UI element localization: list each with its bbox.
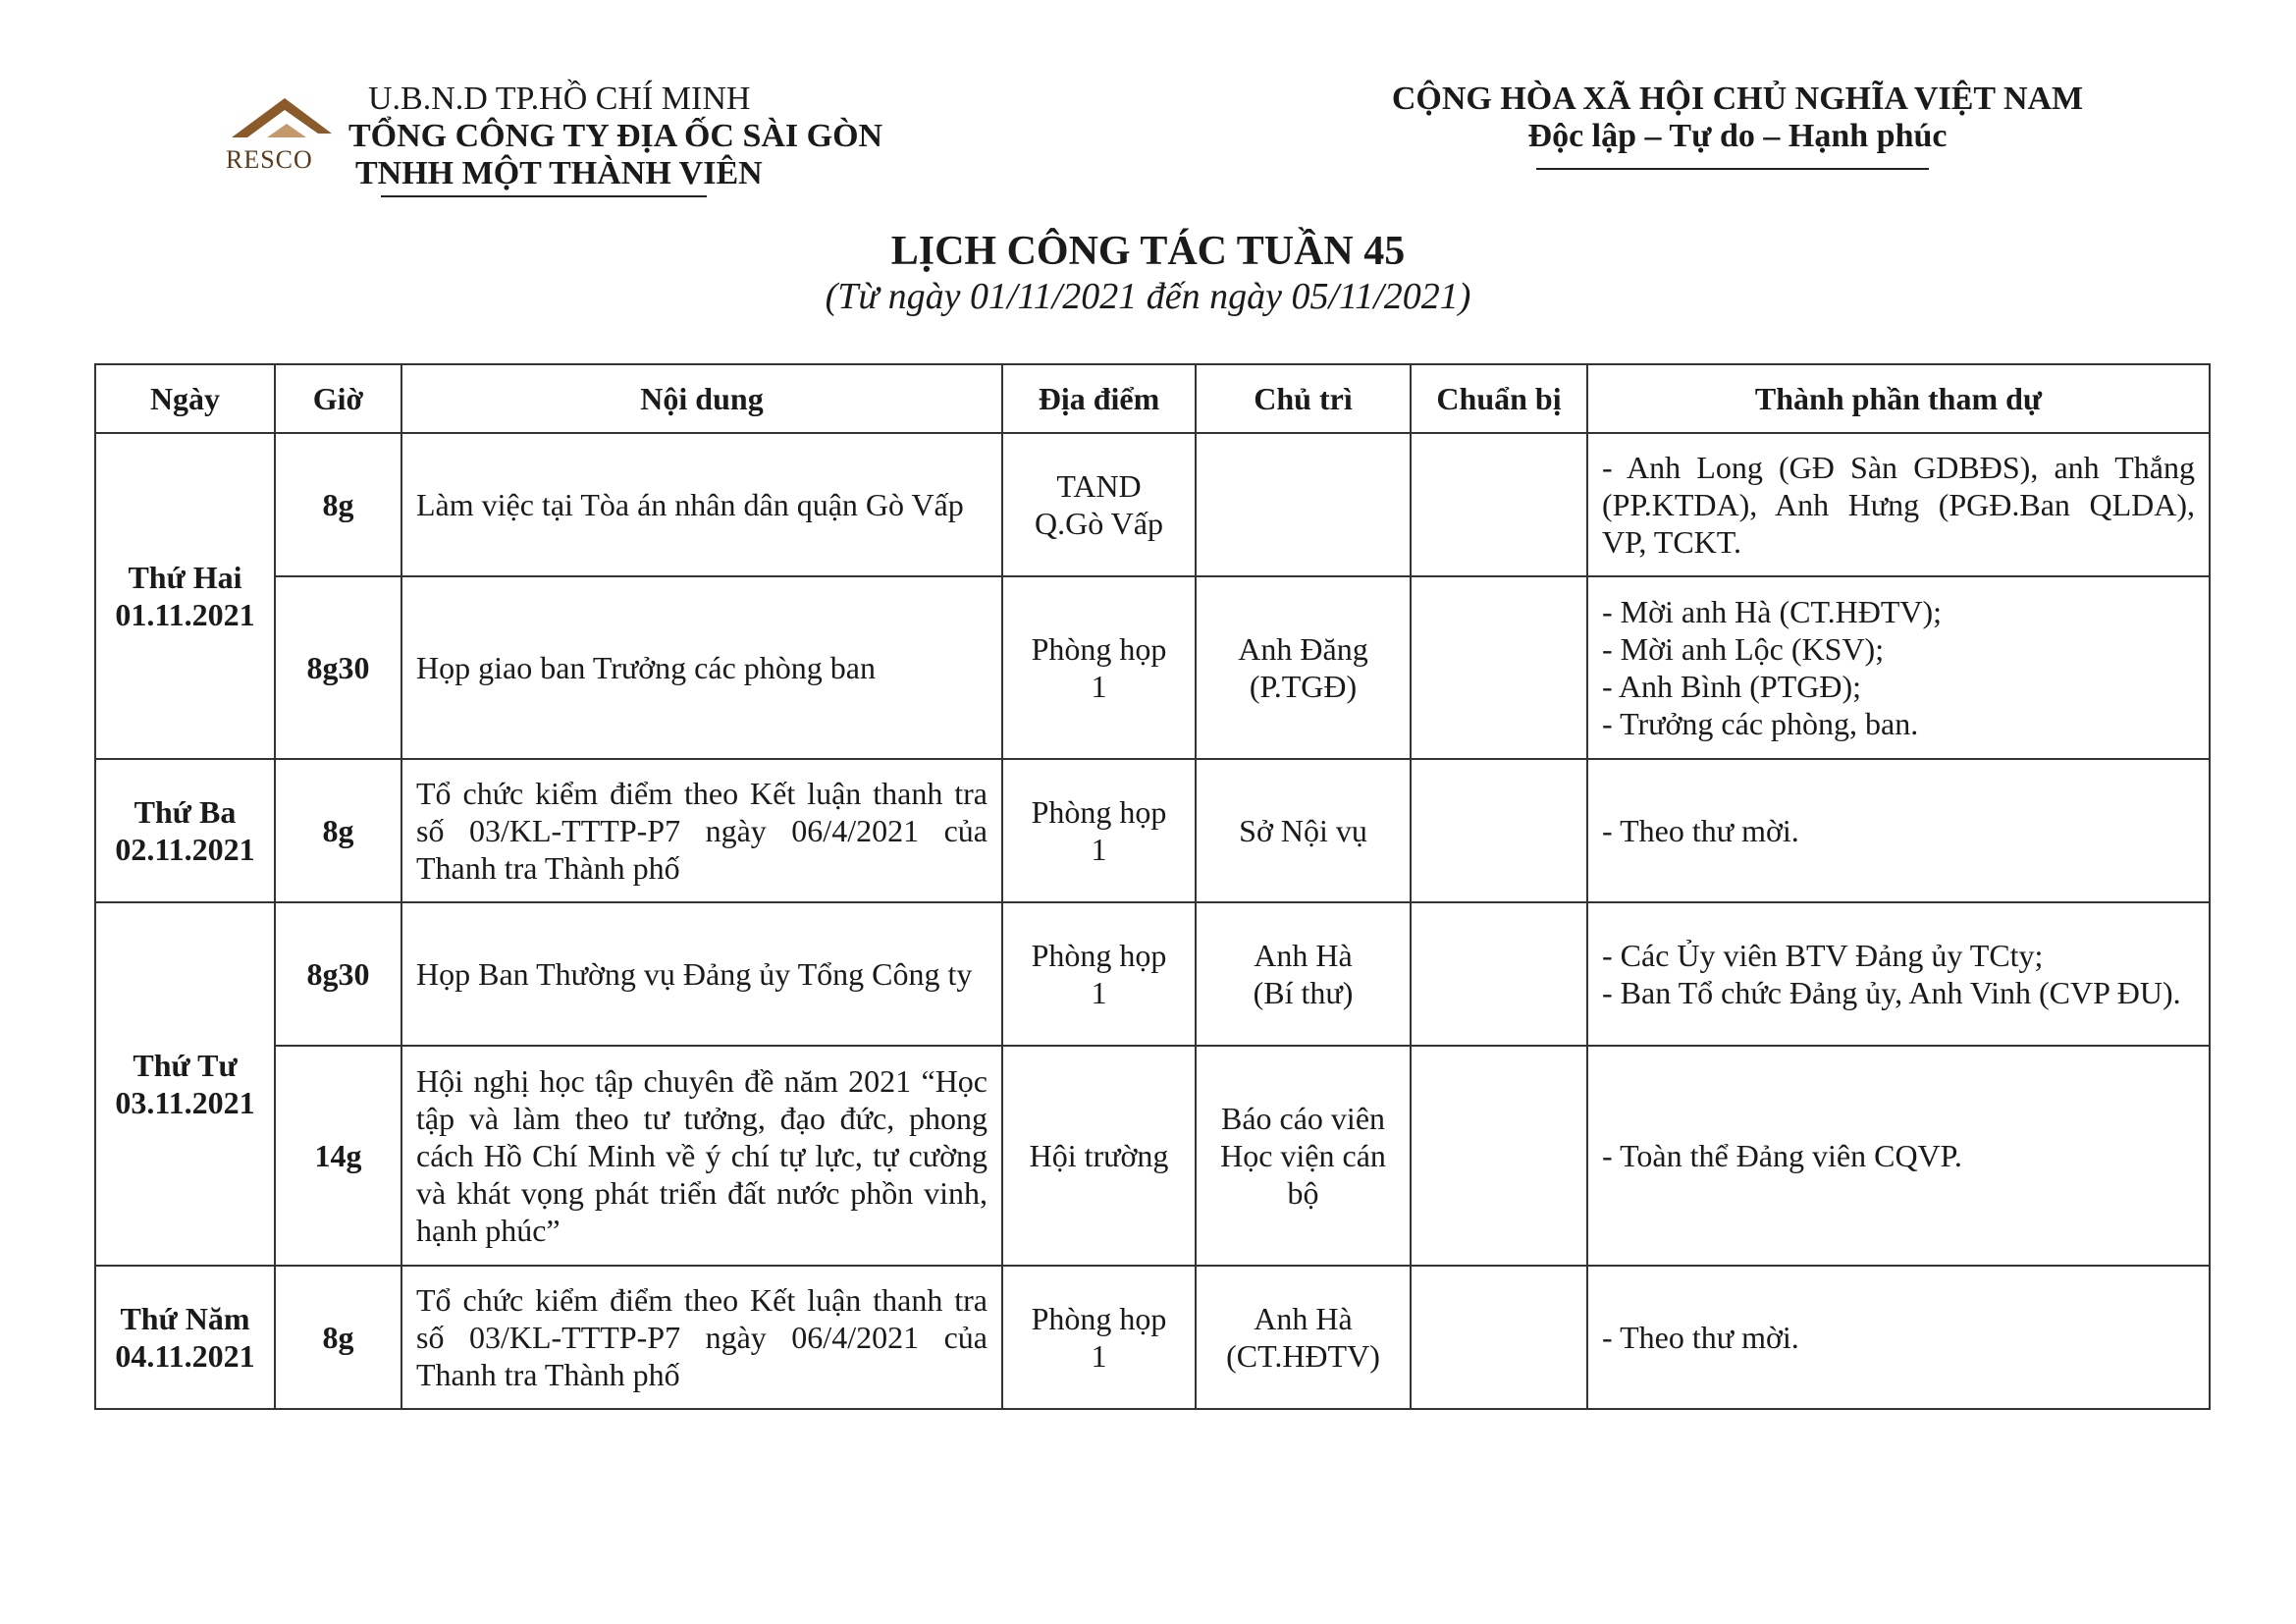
header-place: Địa điểm — [1002, 364, 1196, 433]
table-row — [95, 1266, 2210, 1409]
prep-cell — [1411, 759, 1587, 902]
place-line: 1 — [1091, 669, 1107, 704]
chair-cell — [1196, 759, 1411, 902]
place-line: 1 — [1091, 1338, 1107, 1374]
day-label: Thứ Hai — [128, 560, 242, 595]
prep-cell — [1411, 902, 1587, 1046]
national-motto: Độc lập – Tự do – Hạnh phúc — [1527, 118, 1948, 154]
attendee-line: - Theo thư mời. — [1602, 813, 1799, 848]
prep-cell — [1411, 576, 1587, 759]
place-cell — [1002, 1266, 1196, 1409]
place-cell — [1002, 902, 1196, 1046]
prep-cell — [1411, 433, 1587, 576]
chair-line: (CT.HĐTV) — [1226, 1338, 1380, 1374]
day-label: 02.11.2021 — [115, 832, 255, 867]
time-cell: 8g30 — [275, 576, 401, 759]
nation-name: CỘNG HÒA XÃ HỘI CHỦ NGHĨA VIỆT NAM — [1391, 81, 2084, 117]
day-label: 01.11.2021 — [115, 597, 255, 632]
resco-logo — [216, 94, 344, 173]
chair-line: Sở Nội vụ — [1239, 813, 1367, 848]
day-cell — [95, 759, 275, 902]
attendee-line: - Các Ủy viên BTV Đảng ủy TCty; — [1602, 938, 2044, 973]
attendee-line: - Trưởng các phòng, ban. — [1602, 706, 1919, 741]
org-line-3: TNHH MỘT THÀNH VIÊN — [355, 155, 763, 191]
attendees-cell — [1587, 576, 2210, 759]
time-cell: 8g — [275, 433, 401, 576]
national-header — [1355, 77, 2120, 175]
header-day: Ngày — [95, 364, 275, 433]
motto-underline — [1536, 168, 1929, 170]
place-line: Hội trường — [1029, 1138, 1169, 1173]
day-label: 04.11.2021 — [115, 1338, 255, 1374]
table-row — [95, 759, 2210, 902]
day-cell — [95, 1266, 275, 1409]
logo-text: RESCO — [226, 145, 313, 174]
place-line: Phòng họp — [1031, 631, 1167, 667]
content-cell: Tổ chức kiểm điểm theo Kết luận thanh tra số 03/KL-TTTP-P7 ngày 06/4/2021 của Thanh tra Thành phố — [401, 759, 1002, 902]
header-time: Giờ — [275, 364, 401, 433]
org-line-1: U.B.N.D TP.HỒ CHÍ MINH — [368, 81, 751, 117]
place-line: Phòng họp — [1031, 794, 1167, 830]
attendees-cell — [1587, 759, 2210, 902]
header-chair: Chủ trì — [1196, 364, 1411, 433]
time-cell: 8g — [275, 1266, 401, 1409]
attendee-line: - Ban Tổ chức Đảng ủy, Anh Vinh (CVP ĐU). — [1602, 975, 2181, 1010]
table-row — [95, 902, 2210, 1046]
place-cell — [1002, 1046, 1196, 1266]
chair-line: Anh Hà — [1254, 1301, 1353, 1336]
place-line: Q.Gò Vấp — [1035, 506, 1163, 541]
day-label: Thứ Năm — [120, 1301, 250, 1336]
table-header-row — [95, 364, 2210, 433]
content-cell: Họp Ban Thường vụ Đảng ủy Tổng Công ty — [401, 902, 1002, 1046]
time-cell: 8g — [275, 759, 401, 902]
chair-cell — [1196, 902, 1411, 1046]
day-cell — [95, 902, 275, 1266]
content-cell: Làm việc tại Tòa án nhân dân quận Gò Vấp — [401, 433, 1002, 576]
attendees-cell — [1587, 902, 2210, 1046]
content-cell: Họp giao ban Trưởng các phòng ban — [401, 576, 1002, 759]
org-line-2: TỔNG CÔNG TY ĐỊA ỐC SÀI GÒN — [348, 118, 883, 154]
chair-line: Học viện cán — [1220, 1138, 1386, 1173]
content-cell: Hội nghị học tập chuyên đề năm 2021 “Học tập và làm theo tư tưởng, đạo đức, phong cách Hồ Chí Minh về ý chí tự lực, tự cường và khát vọng phát triển đất nước phồn vinh, hạnh phúc” — [401, 1046, 1002, 1266]
schedule-body — [95, 433, 2210, 1409]
attendees-cell — [1587, 1266, 2210, 1409]
attendee-line: - Theo thư mời. — [1602, 1320, 1799, 1355]
place-cell — [1002, 759, 1196, 902]
place-line: 1 — [1091, 975, 1107, 1010]
place-line: Phòng họp — [1031, 938, 1167, 973]
attendee-line: - Anh Long (GĐ Sàn GDBĐS), anh Thắng (PP.KTDA), Anh Hưng (PGĐ.Ban QLDA), VP, TCKT. — [1602, 450, 2195, 560]
page-title: LỊCH CÔNG TÁC TUẦN 45 — [890, 229, 1406, 274]
table-row — [95, 1046, 2210, 1266]
prep-cell — [1411, 1046, 1587, 1266]
day-cell — [95, 433, 275, 759]
table-row — [95, 576, 2210, 759]
place-line: TAND — [1056, 468, 1142, 504]
place-line: Phòng họp — [1031, 1301, 1167, 1336]
roof-logo-icon — [228, 94, 336, 141]
chair-line: (P.TGĐ) — [1249, 669, 1358, 704]
chair-cell — [1196, 433, 1411, 576]
chair-cell — [1196, 1046, 1411, 1266]
time-cell: 8g30 — [275, 902, 401, 1046]
attendees-cell — [1587, 1046, 2210, 1266]
table-row — [95, 433, 2210, 576]
org-underline — [381, 195, 707, 197]
chair-line: Anh Hà — [1254, 938, 1353, 973]
header-content: Nội dung — [401, 364, 1002, 433]
attendee-line: - Mời anh Lộc (KSV); — [1602, 631, 1885, 667]
chair-line: bộ — [1287, 1175, 1319, 1211]
header-attendees: Thành phần tham dự — [1587, 364, 2210, 433]
place-cell — [1002, 433, 1196, 576]
chair-line: Báo cáo viên — [1220, 1101, 1386, 1136]
day-label: Thứ Tư — [133, 1048, 238, 1083]
chair-line: Anh Đăng — [1238, 631, 1368, 667]
chair-cell — [1196, 576, 1411, 759]
attendees-cell — [1587, 433, 2210, 576]
chair-line: (Bí thư) — [1253, 975, 1354, 1010]
prep-cell — [1411, 1266, 1587, 1409]
content-cell: Tổ chức kiểm điểm theo Kết luận thanh tra số 03/KL-TTTP-P7 ngày 06/4/2021 của Thanh tra Thành phố — [401, 1266, 1002, 1409]
time-cell: 14g — [275, 1046, 401, 1266]
header-prep: Chuẩn bị — [1411, 364, 1587, 433]
page-subtitle: (Từ ngày 01/11/2021 đến ngày 05/11/2021) — [825, 276, 1471, 317]
place-line: 1 — [1091, 832, 1107, 867]
place-cell — [1002, 576, 1196, 759]
day-label: Thứ Ba — [133, 794, 237, 830]
organization-header — [216, 77, 903, 204]
attendee-line: - Anh Bình (PTGĐ); — [1602, 669, 1861, 704]
attendee-line: - Toàn thể Đảng viên CQVP. — [1602, 1138, 1962, 1173]
attendee-line: - Mời anh Hà (CT.HĐTV); — [1602, 594, 1943, 629]
day-label: 03.11.2021 — [115, 1085, 255, 1120]
schedule-table — [94, 363, 2211, 1410]
chair-cell — [1196, 1266, 1411, 1409]
